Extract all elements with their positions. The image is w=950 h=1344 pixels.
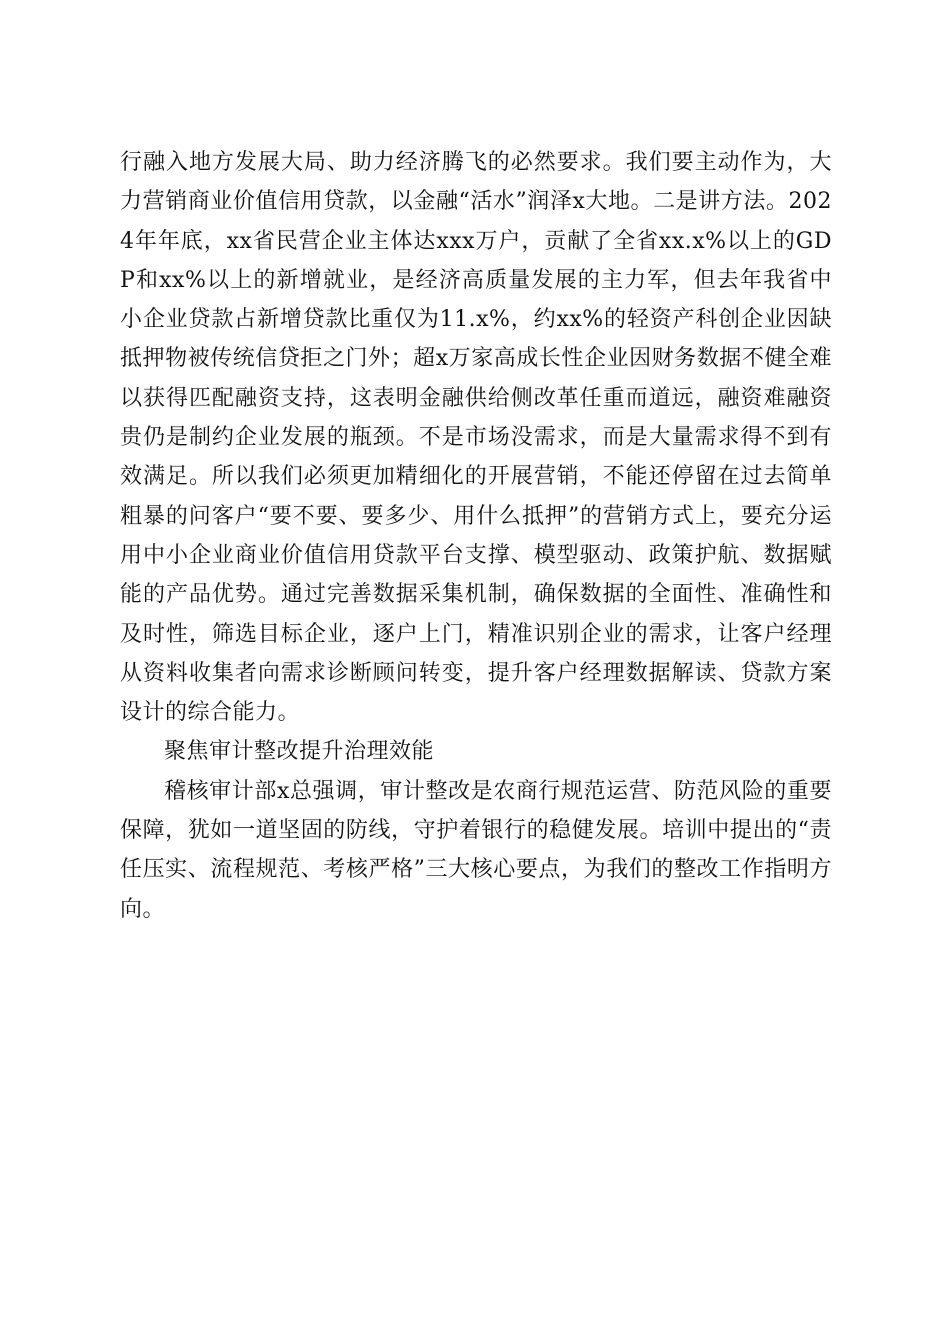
- document-body: [120, 143, 832, 929]
- section-heading: 聚焦审计整改提升治理效能: [164, 739, 435, 765]
- paragraph-audit: 稽核审计部x总强调，审计整改是农商行规范运营、防范风险的重要保障，犹如一道坚固的防线，守护着银行的稳健发展。培训中提出的“责任压实、流程规范、考核严格”三大核心要点，为我们的整改工作指明方向。: [120, 778, 832, 922]
- paragraph-continued: 行融入地方发展大局、助力经济腾飞的必然要求。我们要主动作为，大力营销商业价值信用贷款，以金融“活水”润泽x大地。二是讲方法。2024年年底，xx省民营企业主体达xxx万户，贡献了全省xx.x%以上的GDP和xx%以上的新增就业，是经济高质量发展的主力军，但去年我省中小企业贷款占新增贷款比重仅为11.x%，约xx%的轻资产科创企业因缺抵押物被传统信贷拒之门外；超x万家高成长性企业因财务数据不健全难以获得匹配融资支持，这表明金融供给侧改革任重而道远，融资难融资贵仍是制约企业发展的瓶颈。不是市场没需求，而是大量需求得不到有效满足。所以我们必须更加精细化的开展营销，不能还停留在过去简单粗暴的问客户“要不要、要多少、用什么抵押”的营销方式上，要充分运用中小企业商业价值信用贷款平台支撑、模型驱动、政策护航、数据赋能的产品优势。通过完善数据采集机制，确保数据的全面性、准确性和及时性，筛选目标企业，逐户上门，精准识别企业的需求，让客户经理从资料收集者向需求诊断顾问转变，提升客户经理数据解读、贷款方案设计的综合能力。: [120, 150, 832, 726]
